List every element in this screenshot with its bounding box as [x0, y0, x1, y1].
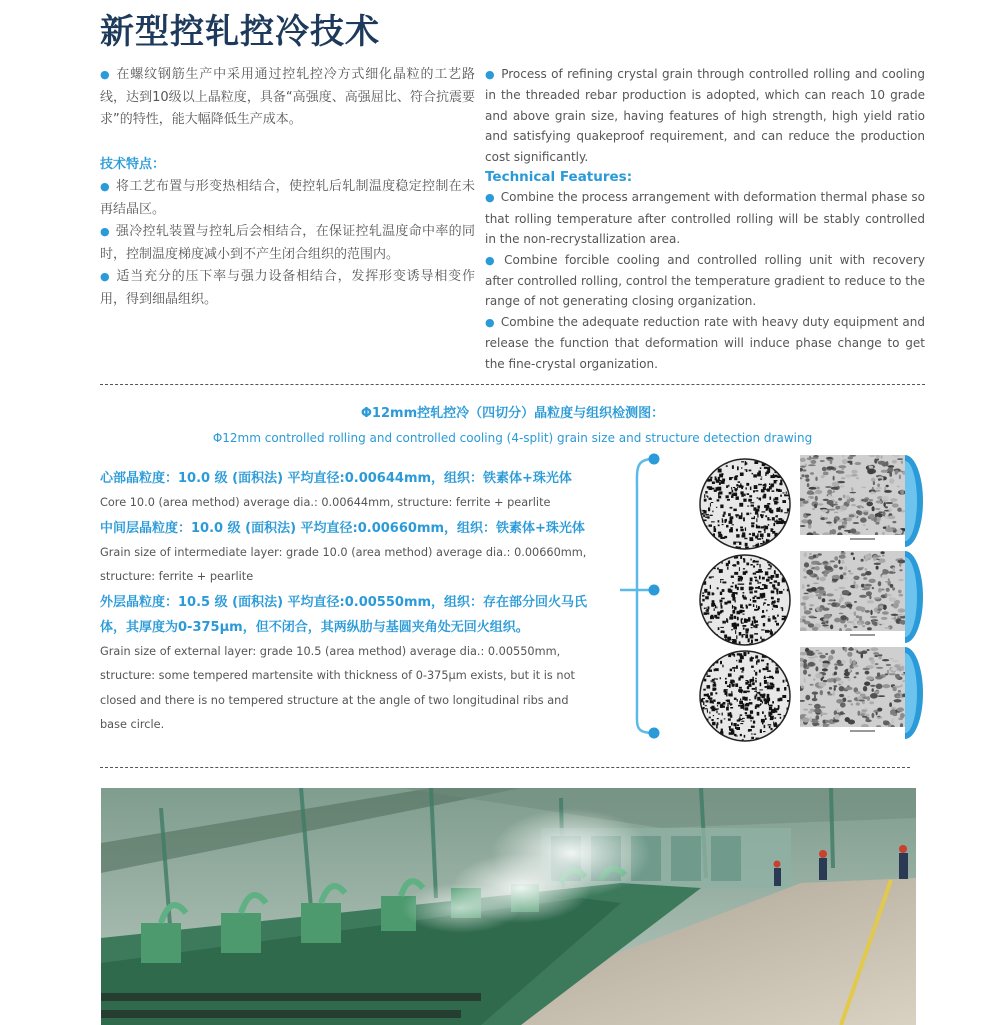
blue-half-disc — [905, 551, 923, 643]
micrograph-circle — [699, 554, 791, 646]
intro-paragraph-cn — [100, 64, 475, 132]
feature-item-en — [485, 187, 925, 249]
bullet-icon: ● — [485, 315, 495, 329]
micrograph-square — [800, 647, 905, 735]
feature-text-en: Combine the adequate reduction rate with heavy duty equipment and release the function that deformation will induce phase change to get the fine-crystal organization. — [485, 314, 925, 371]
layer-external-en: Grain size of external layer: grade 10.5 (area method) average dia.: 0.00550mm, structure: some tempered martensite with thickness of 0-375μm exists, but it is not closed and there is no tempered structure at the angle of two longitudinal ribs and base circle. — [100, 644, 575, 731]
bullet-icon: ● — [100, 180, 110, 193]
intro-text-cn: 在螺纹钢筋生产中采用通过控轧控冷方式细化晶粒的工艺路线，达到10级以上晶粒度，具备“高强度、高强屈比、符合抗震要求”的特性，能大幅降低生产成本。 — [100, 67, 475, 127]
micrograph-square — [800, 551, 905, 639]
dashed-divider — [100, 767, 910, 768]
layer-intermediate-cn: 中间层晶粒度：10.0 级 (面积法) 平均直径:0.00660mm，组织：铁素体+珠光体 — [100, 520, 585, 536]
layer-core-cn: 心部晶粒度：10.0 级 (面积法) 平均直径:0.00644mm，组织：铁素体+珠光体 — [100, 471, 572, 486]
bracket-connector — [615, 450, 665, 745]
english-column — [485, 64, 925, 374]
layer-intermediate-en: Grain size of intermediate layer: grade 10.0 (area method) average dia.: 0.00660mm, structure: ferrite + pearlite — [100, 545, 587, 583]
bullet-icon: ● — [485, 191, 495, 205]
intro-paragraph-en — [485, 64, 925, 167]
feature-item-en — [485, 312, 925, 374]
features-heading-en: Technical Features: — [485, 169, 633, 186]
feature-item-cn — [100, 176, 475, 221]
layer-external-cn: 外层晶粒度：10.5 级 (面积法) 平均直径:0.00550mm，组织：存在部分回火马氏体，其厚度为0-375μm，但不闭合，其两纵肋与基圆夹角处无回火组织。 — [100, 594, 588, 635]
micrograph-square — [800, 455, 905, 543]
feature-item-en — [485, 250, 925, 312]
bullet-icon: ● — [485, 253, 499, 267]
blue-half-disc — [905, 455, 923, 547]
features-heading-cn: 技术特点： — [100, 156, 166, 172]
feature-item-cn — [100, 221, 475, 266]
grain-size-list — [100, 466, 595, 738]
feature-text-cn: 强冷控轧装置与控轧后会相结合，在保证控轧温度命中率的同时，控制温度梯度减小到不产生闭合组织的范围内。 — [100, 224, 475, 262]
rolling-mill-photo — [101, 788, 916, 1025]
feature-text-en: Combine the process arrangement with deformation thermal phase so that rolling temperature after controlled rolling will be stably controlled in the non-recrystallization area. — [485, 190, 925, 247]
layer-core-en: Core 10.0 (area method) average dia.: 0.00644mm, structure: ferrite + pearlite — [100, 496, 551, 509]
feature-text-cn: 适当充分的压下率与强力设备相结合，发挥形变诱导相变作用，得到细晶组织。 — [100, 269, 475, 307]
page-title: 新型控轧控冷技术 — [100, 12, 380, 52]
blue-half-disc — [905, 647, 923, 739]
feature-text-cn: 将工艺布置与形变热相结合，使控轧后轧制温度稳定控制在未再结晶区。 — [100, 179, 475, 217]
feature-item-cn — [100, 266, 475, 311]
detection-title-en: Φ12mm controlled rolling and controlled cooling (4-split) grain size and structure detection drawing — [212, 431, 813, 445]
bullet-icon: ● — [100, 68, 111, 81]
intro-text-en: Process of refining crystal grain through controlled rolling and cooling in the threaded rebar production is adopted, which can reach 10 grade and above grain size, having features of high strength, high yield ratio and satisfying quakeproof requirement, and can reduce the production cost significantly. — [485, 67, 925, 164]
micrograph-circle — [699, 458, 791, 550]
feature-text-en: Combine forcible cooling and controlled rolling unit with recovery after controlled rolling, control the temperature gradient to reduce to the range of not generating closing organization. — [485, 252, 925, 309]
dashed-divider — [100, 384, 925, 385]
micrograph-circle — [699, 650, 791, 742]
bullet-icon: ● — [100, 270, 111, 283]
detection-title-cn: Φ12mm控轧控冷（四切分）晶粒度与组织检测图： — [360, 406, 665, 421]
chinese-column — [100, 64, 475, 311]
bullet-icon: ● — [100, 225, 110, 238]
bullet-icon: ● — [485, 68, 496, 81]
